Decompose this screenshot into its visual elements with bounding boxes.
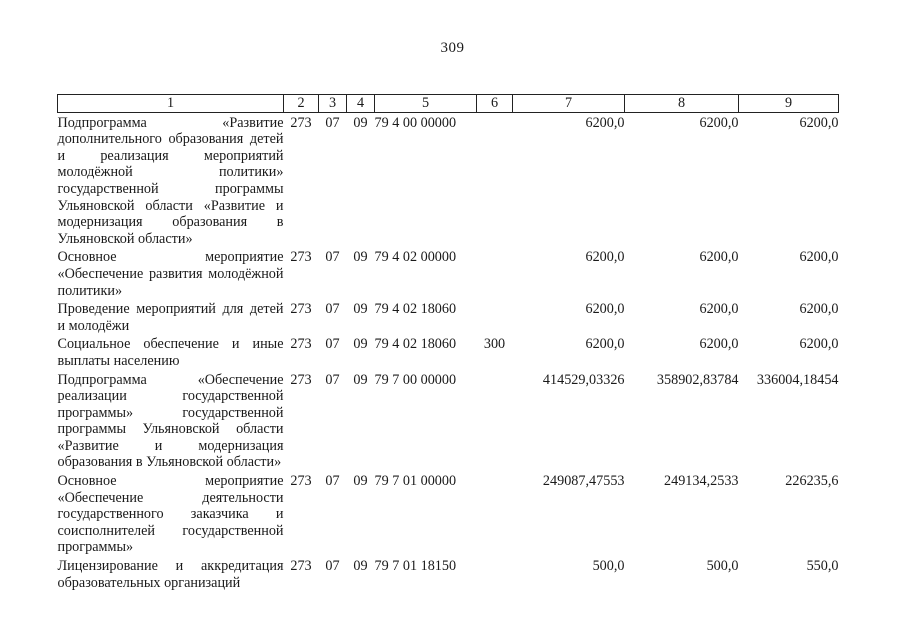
- column-header-3: 3: [319, 95, 347, 113]
- row-value-col7: 6200,0: [585, 336, 625, 353]
- row-ministry-code: 273: [290, 473, 312, 490]
- row-value-col8: 6200,0: [699, 336, 739, 353]
- row-value-col7: 6200,0: [585, 249, 625, 266]
- row-target-code: 79 7 01 00000: [374, 473, 457, 490]
- row-value-col8: 6200,0: [699, 301, 739, 318]
- row-section: 07: [325, 114, 340, 131]
- table-row: [58, 471, 839, 556]
- row-ministry-code: 273: [290, 249, 312, 266]
- row-value-col7: 249087,47553: [542, 473, 625, 490]
- row-value-col9: 550,0: [806, 558, 839, 575]
- row-subsection: 09: [353, 114, 368, 131]
- column-header-6: 6: [477, 95, 513, 113]
- row-target-code: 79 4 02 18060: [374, 336, 457, 353]
- column-number-row: [58, 95, 839, 113]
- row-value-col7: 414529,03326: [542, 371, 625, 388]
- row-subsection: 09: [353, 558, 368, 575]
- row-target-code: 79 4 00 00000: [374, 114, 457, 131]
- row-value-col9: 6200,0: [799, 249, 839, 266]
- row-section: 07: [325, 301, 340, 318]
- row-value-col7: 6200,0: [585, 301, 625, 318]
- row-value-col8: 6200,0: [699, 114, 739, 131]
- row-subsection: 09: [353, 249, 368, 266]
- row-expense-type: [477, 556, 513, 591]
- row-subsection: 09: [353, 371, 368, 388]
- row-value-col7: 500,0: [592, 558, 625, 575]
- column-header-2: 2: [284, 95, 319, 113]
- row-expense-type: [477, 299, 513, 334]
- column-header-8: 8: [625, 95, 739, 113]
- row-expense-type: [477, 370, 513, 472]
- table-row: [58, 247, 839, 299]
- row-expense-type: [477, 471, 513, 556]
- row-value-col8: 500,0: [706, 558, 739, 575]
- table-row: [58, 112, 839, 247]
- table-row: [58, 299, 839, 334]
- row-subsection: 09: [353, 473, 368, 490]
- row-ministry-code: 273: [290, 301, 312, 318]
- row-target-code: 79 4 02 00000: [374, 249, 457, 266]
- table-row: [58, 556, 839, 591]
- row-value-col8: 249134,2533: [664, 473, 739, 490]
- row-name: Проведение мероприятий для детей и молодёжи: [57, 301, 284, 334]
- row-target-code: 79 4 02 18060: [374, 301, 457, 318]
- row-name: Лицензирование и аккредитация образовательных организаций: [57, 558, 284, 591]
- row-value-col8: 358902,83784: [656, 371, 739, 388]
- row-section: 07: [325, 336, 340, 353]
- budget-table: [57, 94, 839, 591]
- row-name: Социальное обеспечение и иные выплаты населению: [57, 336, 284, 369]
- column-header-9: 9: [739, 95, 839, 113]
- row-value-col7: 6200,0: [585, 114, 625, 131]
- row-value-col8: 6200,0: [699, 249, 739, 266]
- row-expense-type: [477, 247, 513, 299]
- row-ministry-code: 273: [290, 558, 312, 575]
- row-value-col9: 6200,0: [799, 301, 839, 318]
- row-section: 07: [325, 249, 340, 266]
- table-body: [58, 112, 839, 591]
- column-header-1: 1: [58, 95, 284, 113]
- page-number: 309: [440, 40, 465, 56]
- column-header-5: 5: [375, 95, 477, 113]
- row-name: Подпрограмма «Развитие дополнительного образования детей и реализация мероприятий молодёжной политики» государственной программы Ульяновской области «Развитие и модернизация образования в Ульяновской области»: [57, 114, 284, 247]
- row-name: Основное мероприятие «Обеспечение развития молодёжной политики»: [57, 249, 284, 299]
- row-ministry-code: 273: [290, 371, 312, 388]
- row-target-code: 79 7 01 18150: [374, 558, 457, 575]
- row-section: 07: [325, 371, 340, 388]
- row-section: 07: [325, 473, 340, 490]
- row-expense-type: [477, 112, 513, 247]
- row-ministry-code: 273: [290, 336, 312, 353]
- row-expense-type: 300: [483, 336, 506, 353]
- row-name: Подпрограмма «Обеспечение реализации государственной программы» государственной программы Ульяновской области «Развитие и модернизация образования в Ульяновской области»: [57, 371, 284, 471]
- row-value-col9: 6200,0: [799, 336, 839, 353]
- row-value-col9: 6200,0: [799, 114, 839, 131]
- row-subsection: 09: [353, 336, 368, 353]
- row-value-col9: 336004,18454: [756, 371, 839, 388]
- table-row: [58, 370, 839, 472]
- row-section: 07: [325, 558, 340, 575]
- row-value-col9: 226235,6: [785, 473, 839, 490]
- row-ministry-code: 273: [290, 114, 312, 131]
- table-row: [58, 334, 839, 369]
- row-target-code: 79 7 00 00000: [374, 371, 457, 388]
- column-header-7: 7: [513, 95, 625, 113]
- row-name: Основное мероприятие «Обеспечение деятельности государственного заказчика и соисполнителей государственной программы»: [57, 473, 284, 556]
- column-header-4: 4: [347, 95, 375, 113]
- row-subsection: 09: [353, 301, 368, 318]
